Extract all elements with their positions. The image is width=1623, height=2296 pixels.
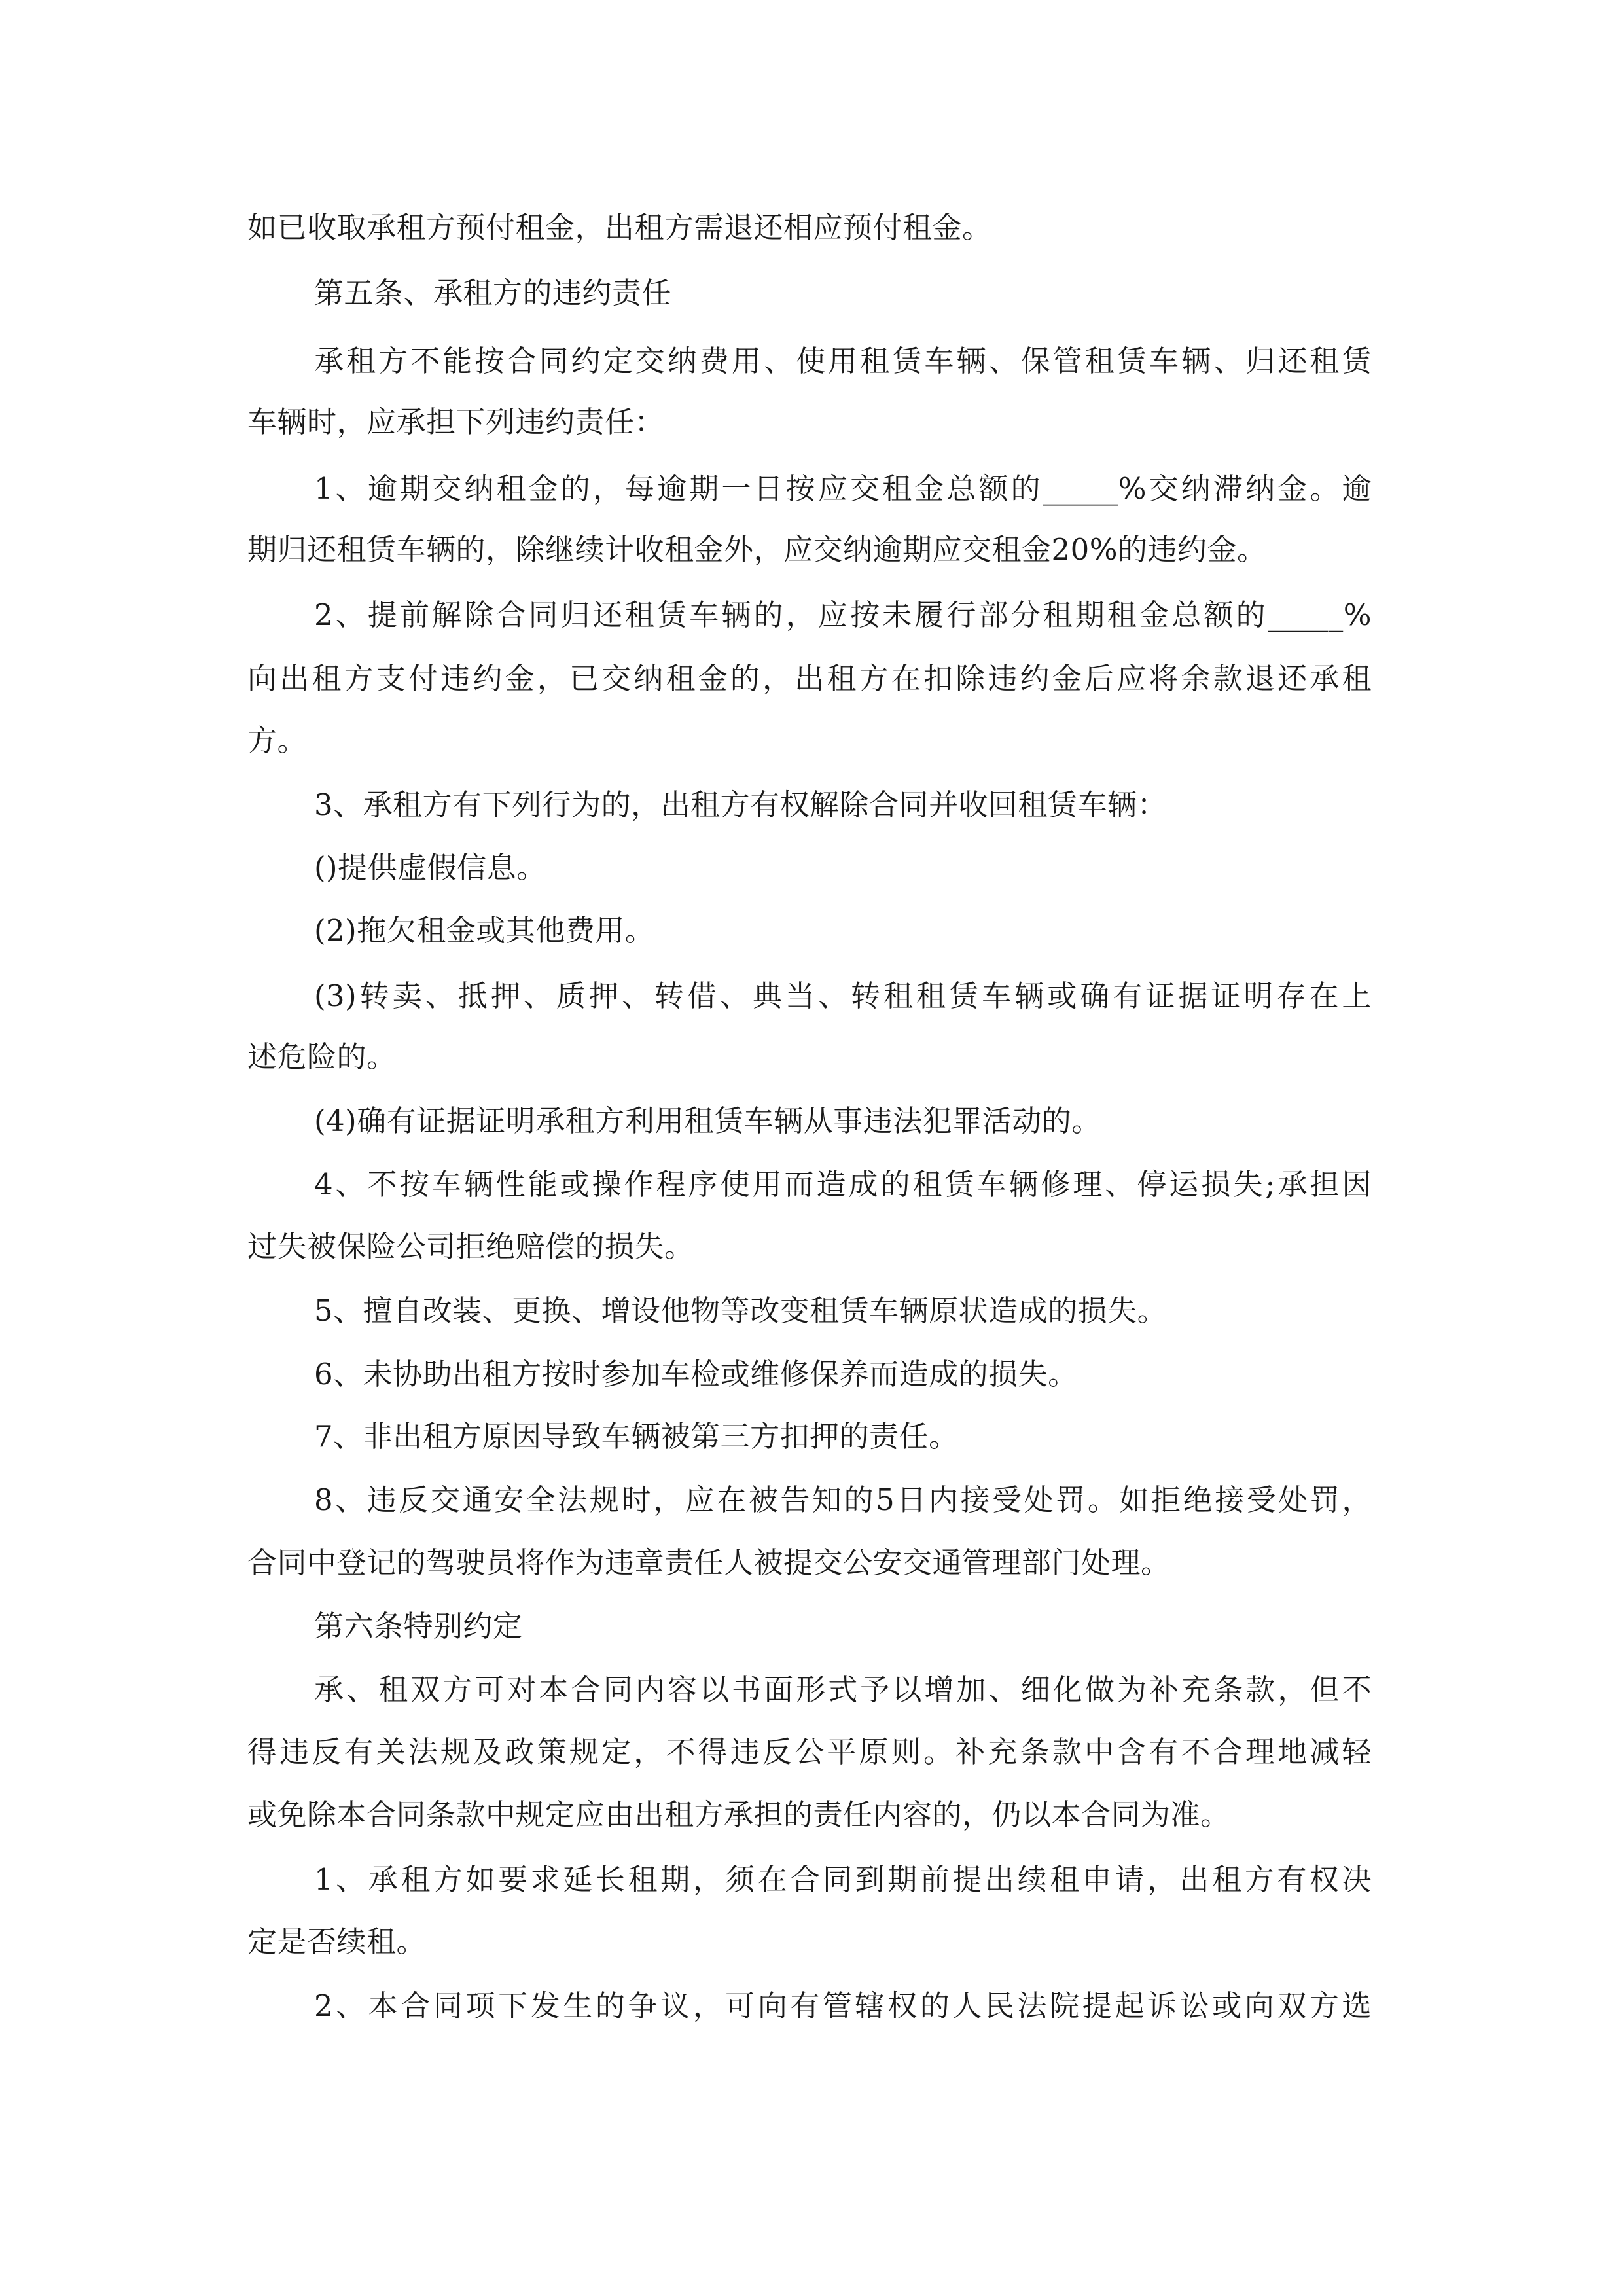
text-line: 车辆时，应承担下列违约责任： <box>247 404 665 439</box>
text-line: (2)拖欠租金或其他费用。 <box>314 913 655 948</box>
text-line: 方。 <box>247 723 308 758</box>
text-line: 3、承租方有下列行为的，出租方有权解除合同并收回租赁车辆： <box>314 787 1168 822</box>
text-line: (4)确有证据证明承租方利用租赁车辆从事违法犯罪活动的。 <box>314 1103 1101 1138</box>
text-line: 承、租双方可对本合同内容以书面形式予以增加、细化做为补充条款，但不 <box>314 1672 1372 1707</box>
text-line: 述危险的。 <box>247 1039 397 1074</box>
text-line: 得违反有关法规及政策规定，不得违反公平原则。补充条款中含有不合理地减轻 <box>247 1734 1372 1769</box>
text-line: 过失被保险公司拒绝赔偿的损失。 <box>247 1229 694 1264</box>
text-line: 合同中登记的驾驶员将作为违章责任人被提交公安交通管理部门处理。 <box>247 1545 1171 1580</box>
text-line: 承租方不能按合同约定交纳费用、使用租赁车辆、保管租赁车辆、归还租赁 <box>314 344 1372 378</box>
text-line: ()提供虚假信息。 <box>314 850 546 885</box>
text-line: (3)转卖、抵押、质押、转借、典当、转租租赁车辆或确有证据证明存在上 <box>314 978 1372 1013</box>
text-line: 4、不按车辆性能或操作程序使用而造成的租赁车辆修理、停运损失;承担因 <box>314 1167 1372 1202</box>
text-line: 1、逾期交纳租金的，每逾期一日按应交租金总额的_____%交纳滞纳金。逾 <box>314 471 1372 506</box>
text-line: 或免除本合同条款中规定应由出租方承担的责任内容的，仍以本合同为准。 <box>247 1797 1230 1832</box>
section-heading: 第六条特别约定 <box>314 1609 523 1643</box>
text-line: 1、承租方如要求延长租期，须在合同到期前提出续租申请，出租方有权决 <box>314 1862 1372 1897</box>
text-line: 2、提前解除合同归还租赁车辆的，应按未履行部分租期租金总额的_____% <box>314 598 1372 632</box>
text-line: 2、本合同项下发生的争议，可向有管辖权的人民法院提起诉讼或向双方选 <box>314 1988 1372 2023</box>
text-line: 期归还租赁车辆的，除继续计收租金外，应交纳逾期应交租金20%的违约金。 <box>247 532 1267 567</box>
text-line: 6、未协助出租方按时参加车检或维修保养而造成的损失。 <box>314 1357 1078 1391</box>
text-line: 8、违反交通安全法规时，应在被告知的5日内接受处罚。如拒绝接受处罚， <box>314 1482 1372 1517</box>
text-line: 7、非出租方原因导致车辆被第三方扣押的责任。 <box>314 1419 959 1454</box>
text-line: 如已收取承租方预付租金，出租方需退还相应预付租金。 <box>247 210 992 245</box>
section-heading: 第五条、承租方的违约责任 <box>314 276 672 310</box>
text-line: 定是否续租。 <box>247 1924 427 1959</box>
text-line: 向出租方支付违约金，已交纳租金的，出租方在扣除违约金后应将余款退还承租 <box>247 661 1372 696</box>
text-line: 5、擅自改装、更换、增设他物等改变租赁车辆原状造成的损失。 <box>314 1293 1168 1328</box>
